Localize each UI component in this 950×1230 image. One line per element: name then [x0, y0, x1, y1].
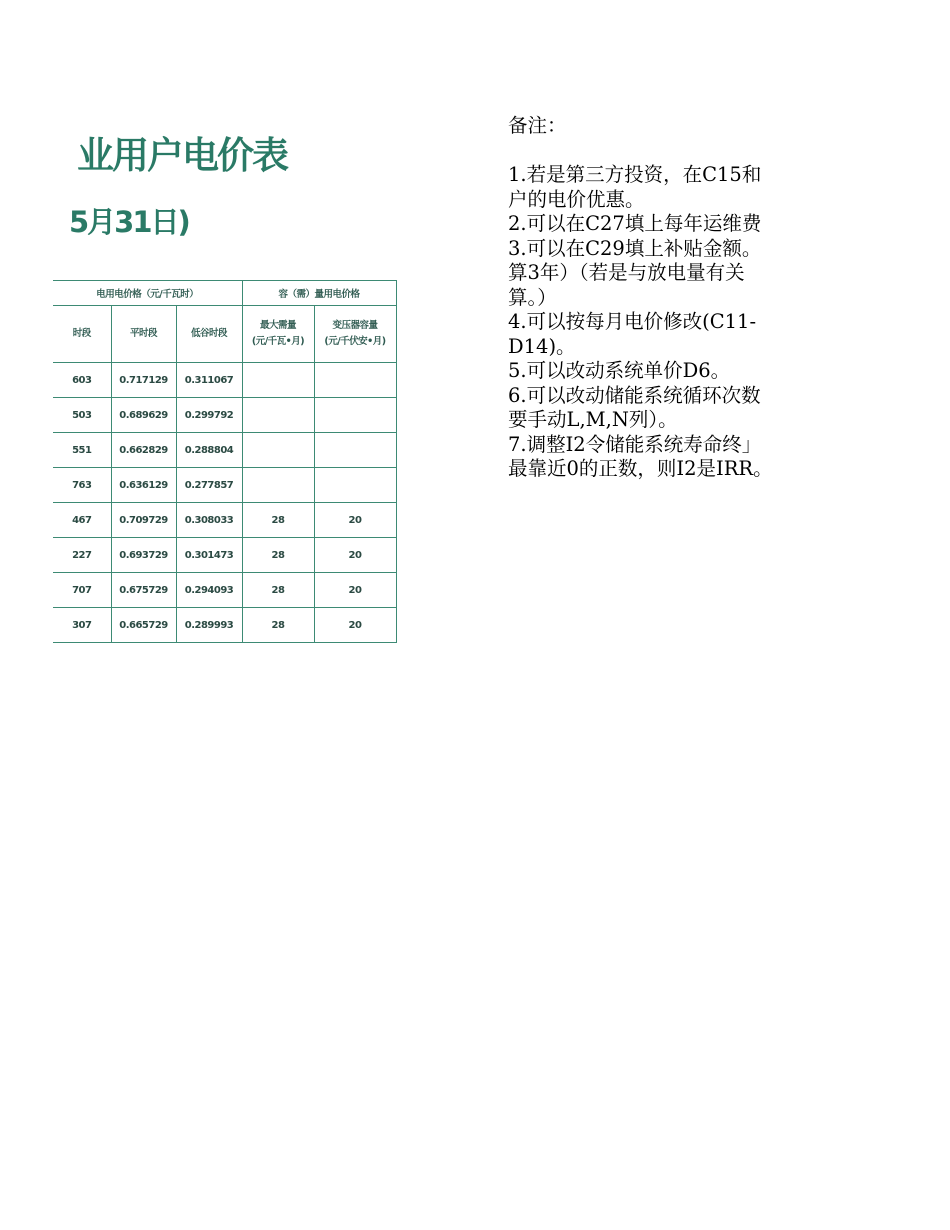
table-cell: 0.709729: [111, 503, 176, 538]
table-cell: 28: [242, 608, 314, 643]
table-cell: 0.288804: [176, 433, 242, 468]
notes-list: [508, 163, 814, 482]
table-column-header: 时段: [53, 306, 111, 363]
note-line: D14)。: [508, 334, 576, 358]
note-line: 算3年）（若是与放电量有关: [508, 261, 745, 284]
table-cell: 763: [53, 468, 111, 503]
table-column-header: 平时段: [111, 306, 176, 363]
table-row: [53, 363, 396, 398]
note-line: 4.可以按每月电价修改(C11-: [508, 310, 757, 333]
note-line: 最靠近0的正数，则I2是IRR。: [508, 457, 773, 480]
table-cell: [314, 468, 396, 503]
table-cell: [314, 398, 396, 433]
table-row: [53, 608, 396, 643]
note-line: 3.可以在C29填上补贴金额。: [508, 236, 762, 260]
table-group-header: 容（需）量用电价格: [242, 281, 396, 306]
table-cell: 20: [314, 503, 396, 538]
tariff-date: 5月31日): [69, 205, 189, 239]
table-cell: [242, 468, 314, 503]
table-cell: 503: [53, 398, 111, 433]
table-cell: 0.689629: [111, 398, 176, 433]
note-line: 要手动L,M,N列）。: [508, 408, 678, 431]
table-cell: 0.294093: [176, 573, 242, 608]
table-cell: 0.277857: [176, 468, 242, 503]
table-cell: [314, 363, 396, 398]
table-cell: 551: [53, 433, 111, 468]
table-cell: 20: [314, 573, 396, 608]
table-row: [53, 433, 396, 468]
table-cell: 20: [314, 538, 396, 573]
table-cell: 0.662829: [111, 433, 176, 468]
table-row: [53, 503, 396, 538]
note-line: 户的电价优惠。: [508, 187, 645, 211]
table-cell: 0.665729: [111, 608, 176, 643]
notes-panel: [508, 114, 814, 514]
table-cell: [242, 398, 314, 433]
table-cell: 0.693729: [111, 538, 176, 573]
table-row: [53, 468, 396, 503]
tariff-table-image: [69, 115, 480, 655]
table-cell: [242, 433, 314, 468]
table-body: [53, 363, 396, 643]
table-cell: 0.311067: [176, 363, 242, 398]
table-cell: [242, 363, 314, 398]
table-group-header-row: [53, 281, 396, 306]
table-cell: 0.308033: [176, 503, 242, 538]
table-column-header: 变压器容量 (元/千伏安•月): [314, 306, 396, 363]
note-line: 算。）: [508, 285, 557, 309]
table-column-header: 最大需量 (元/千瓦•月): [242, 306, 314, 363]
table-cell: 0.301473: [176, 538, 242, 573]
table-row: [53, 398, 396, 433]
table-group-header: 电用电价格（元/千瓦时）: [53, 281, 242, 306]
table-cell: 0.299792: [176, 398, 242, 433]
table-row: [53, 538, 396, 573]
note-line: 5.可以改动系统单价D6。: [508, 359, 731, 382]
table-cell: 707: [53, 573, 111, 608]
table-cell: 0.636129: [111, 468, 176, 503]
note-line: 7.调整I2令储能系统寿命终」: [508, 432, 762, 456]
table-cell: 28: [242, 573, 314, 608]
table-column-header: 低谷时段: [176, 306, 242, 363]
table-cell: 603: [53, 363, 111, 398]
note-line: 6.可以改动储能系统循环次数: [508, 383, 761, 407]
tariff-table: [53, 280, 397, 643]
note-line: 2.可以在C27填上每年运维费: [508, 212, 762, 235]
notes-title: 备注：: [508, 114, 567, 137]
table-cell: 28: [242, 503, 314, 538]
table-cell: [314, 433, 396, 468]
table-row: [53, 573, 396, 608]
table-cell: 227: [53, 538, 111, 573]
table-cell: 0.289993: [176, 608, 242, 643]
table-cell: 20: [314, 608, 396, 643]
tariff-title: 业用户电价表: [77, 134, 287, 177]
table-cell: 467: [53, 503, 111, 538]
note-line: 1.若是第三方投资，在C15和: [508, 163, 762, 186]
table-cell: 307: [53, 608, 111, 643]
table-header-row: [53, 306, 396, 363]
table-cell: 0.675729: [111, 573, 176, 608]
table-cell: 28: [242, 538, 314, 573]
table-cell: 0.717129: [111, 363, 176, 398]
